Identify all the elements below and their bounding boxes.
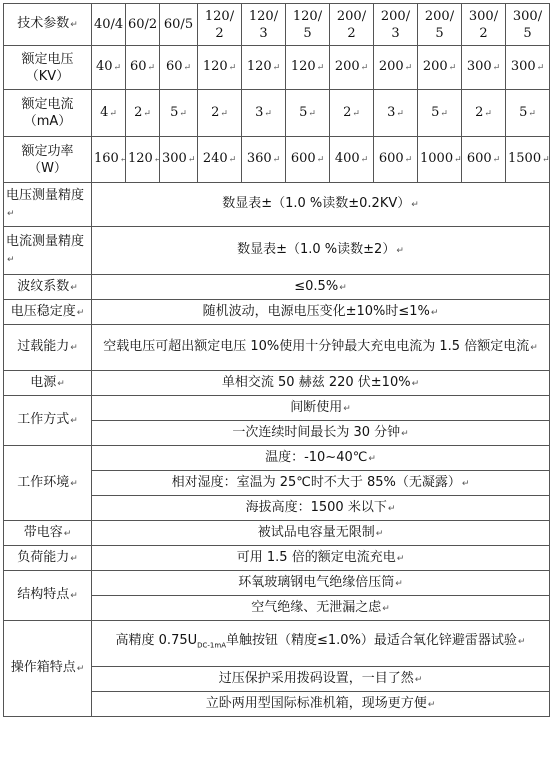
value-cell: 1000 ↵ xyxy=(418,137,462,183)
model-cell: 200/ 2 xyxy=(330,4,374,46)
voltage-stability-label: 电压稳定度 ↵ xyxy=(4,300,92,325)
value-cell: 120 ↵ xyxy=(242,46,286,90)
spec-table xyxy=(3,3,550,717)
ripple-label: 波纹系数 ↵ xyxy=(4,275,92,300)
value-cell: 300 ↵ xyxy=(506,46,550,90)
value-cell: 200 ↵ xyxy=(374,46,418,90)
operation-box-value: 过压保护采用拨码设置，一目了然 ↵ xyxy=(92,667,550,692)
structure-label: 结构特点 ↵ xyxy=(4,571,92,621)
voltage-precision-label: 电压测量精度 ↵ xyxy=(4,183,92,227)
overload-value: 空载电压可超出额定电压 10%使用十分钟最大充电电流为 1.5 倍额定电流 ↵ xyxy=(92,325,550,371)
value-cell: 400 ↵ xyxy=(330,137,374,183)
power-supply-value: 单相交流 50 赫兹 220 伏±10% ↵ xyxy=(92,371,550,396)
value-cell: 5 ↵ xyxy=(160,90,198,137)
model-cell: 300/ 2 xyxy=(462,4,506,46)
value-cell: 600 ↵ xyxy=(286,137,330,183)
load-label: 负荷能力 ↵ xyxy=(4,546,92,571)
operation-box-subscript: DC-1mA xyxy=(197,641,226,650)
model-cell: 300/ 5 xyxy=(506,4,550,46)
overload-row xyxy=(4,325,550,371)
capacitance-value: 被试品电容量无限制 ↵ xyxy=(92,521,550,546)
model-cell: 200/ 5 xyxy=(418,4,462,46)
structure-row xyxy=(4,571,550,596)
work-mode-row xyxy=(4,396,550,421)
structure-value: 环氧玻璃钢电气绝缘倍压筒 ↵ xyxy=(92,571,550,596)
value-cell: 3 ↵ xyxy=(374,90,418,137)
value-cell: 200 ↵ xyxy=(330,46,374,90)
capacitance-label: 带电容 ↵ xyxy=(4,521,92,546)
operation-box-value xyxy=(92,621,550,667)
rated-current-row xyxy=(4,90,550,137)
voltage-precision-value: 数显表±（1.0 %读数±0.2KV） ↵ xyxy=(92,183,550,227)
value-cell: 600 ↵ xyxy=(374,137,418,183)
value-cell: 40 ↵ xyxy=(92,46,126,90)
environment-label: 工作环境 ↵ xyxy=(4,446,92,521)
power-supply-label: 电源 ↵ xyxy=(4,371,92,396)
voltage-precision-row xyxy=(4,183,550,227)
work-mode-value: 间断使用 ↵ xyxy=(92,396,550,421)
overload-label: 过载能力 ↵ xyxy=(4,325,92,371)
model-cell: 120/ 5 xyxy=(286,4,330,46)
rated-power-label: 额定功率 （W） xyxy=(4,137,92,183)
current-precision-value: 数显表±（1.0 %读数±2） ↵ xyxy=(92,227,550,275)
value-cell: 600 ↵ xyxy=(462,137,506,183)
value-cell: 360 ↵ xyxy=(242,137,286,183)
value-cell: 120 ↵ xyxy=(286,46,330,90)
current-precision-label: 电流测量精度 ↵ xyxy=(4,227,92,275)
value-cell: 120 ↵ xyxy=(126,137,160,183)
value-cell: 60 ↵ xyxy=(160,46,198,90)
model-cell: 200/ 3 xyxy=(374,4,418,46)
value-cell: 4 ↵ xyxy=(92,90,126,137)
voltage-stability-value: 随机波动，电源电压变化±10%时≤1% ↵ xyxy=(92,300,550,325)
value-cell: 300 ↵ xyxy=(160,137,198,183)
value-cell: 5 ↵ xyxy=(418,90,462,137)
value-cell: 2 ↵ xyxy=(462,90,506,137)
model-cell: 120/ 3 xyxy=(242,4,286,46)
operation-box-label: 操作箱特点 ↵ xyxy=(4,621,92,717)
power-supply-row xyxy=(4,371,550,396)
environment-value: 海拔高度：1500 米以下 ↵ xyxy=(92,496,550,521)
value-cell: 240 ↵ xyxy=(198,137,242,183)
rated-power-row xyxy=(4,137,550,183)
value-cell: 5 ↵ xyxy=(286,90,330,137)
model-cell: 60/5 xyxy=(160,4,198,46)
value-cell: 2 ↵ xyxy=(198,90,242,137)
value-cell: 5 ↵ xyxy=(506,90,550,137)
capacitance-row xyxy=(4,521,550,546)
value-cell: 2 ↵ xyxy=(330,90,374,137)
header-row xyxy=(4,4,550,46)
value-cell: 1500 ↵ xyxy=(506,137,550,183)
value-cell: 200 ↵ xyxy=(418,46,462,90)
work-mode-value: 一次连续时间最长为 30 分钟 ↵ xyxy=(92,421,550,446)
rated-current-label: 额定电流 （mA） xyxy=(4,90,92,137)
load-value: 可用 1.5 倍的额定电流充电 ↵ xyxy=(92,546,550,571)
value-cell: 300 ↵ xyxy=(462,46,506,90)
ripple-value: ≤0.5% ↵ xyxy=(92,275,550,300)
work-mode-label: 工作方式 ↵ xyxy=(4,396,92,446)
environment-row xyxy=(4,446,550,471)
operation-box-text-b: 单触按钮（精度≤1.0%）最适合氧化锌避雷器试验 xyxy=(226,633,517,649)
environment-value: 温度：-10~40℃ ↵ xyxy=(92,446,550,471)
operation-box-text-a: 高精度 0.75U xyxy=(115,633,198,649)
ripple-row xyxy=(4,275,550,300)
structure-value: 空气绝缘、无泄漏之虑 ↵ xyxy=(92,596,550,621)
value-cell: 120 ↵ xyxy=(198,46,242,90)
voltage-stability-row xyxy=(4,300,550,325)
value-cell: 60 ↵ xyxy=(126,46,160,90)
model-cell: 60/2 xyxy=(126,4,160,46)
header-label: 技术参数 ↵ xyxy=(4,4,92,46)
operation-box-row xyxy=(4,621,550,667)
model-cell: 40/4 xyxy=(92,4,126,46)
value-cell: 2 ↵ xyxy=(126,90,160,137)
value-cell: 3 ↵ xyxy=(242,90,286,137)
rated-voltage-label: 额定电压 （KV） xyxy=(4,46,92,90)
operation-box-value: 立卧两用型国际标准机箱，现场更方便 ↵ xyxy=(92,692,550,717)
rated-voltage-row xyxy=(4,46,550,90)
environment-value: 相对湿度：室温为 25℃时不大于 85%（无凝露） ↵ xyxy=(92,471,550,496)
current-precision-row xyxy=(4,227,550,275)
load-row xyxy=(4,546,550,571)
model-cell: 120/ 2 xyxy=(198,4,242,46)
value-cell: 160 ↵ xyxy=(92,137,126,183)
